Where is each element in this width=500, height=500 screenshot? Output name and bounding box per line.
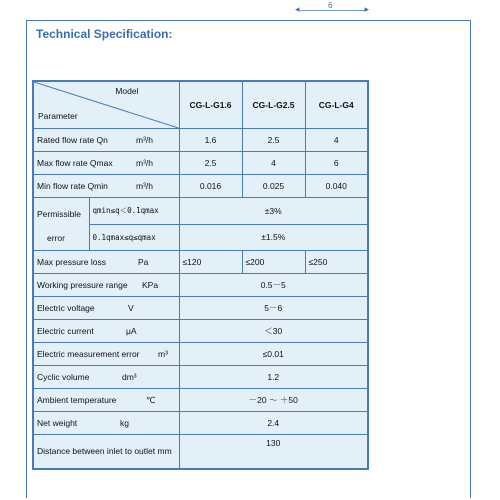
table-row xyxy=(33,343,368,366)
label-text: Ambient temperature xyxy=(37,395,117,405)
value-cell: ±3% xyxy=(179,198,368,225)
value-cell: 5－6 xyxy=(179,297,368,320)
flow-range-cell: 0.1qmax≤q≤qmax xyxy=(89,224,179,251)
value-cell: ≤120 xyxy=(179,251,242,274)
value-cell: 1.2 xyxy=(179,366,368,389)
row-label xyxy=(33,320,179,343)
table-row xyxy=(33,251,368,274)
value-cell: 0.016 xyxy=(179,175,242,198)
unit-text: m³/h xyxy=(136,181,153,191)
row-label xyxy=(33,152,179,175)
table-row xyxy=(33,412,368,435)
row-label: Distance between inlet to outlet mm xyxy=(33,435,179,470)
value-cell: 1.6 xyxy=(179,129,242,152)
label-text: Permissible xyxy=(37,209,81,219)
row-label xyxy=(33,389,179,412)
row-label xyxy=(33,297,179,320)
table-row xyxy=(33,389,368,412)
row-label xyxy=(33,366,179,389)
table-row xyxy=(33,320,368,343)
label-text: Cyclic volume xyxy=(37,372,90,382)
flow-range-cell: qmin≤q＜0.1qmax xyxy=(89,198,179,225)
label-text: Rated flow rate Qn xyxy=(37,135,108,145)
value-cell: ≤250 xyxy=(305,251,368,274)
row-label xyxy=(33,274,179,297)
unit-text: KPa xyxy=(142,280,159,290)
section-title: Technical Specification: xyxy=(36,27,173,41)
value-cell: ≤0.01 xyxy=(179,343,368,366)
model-header-3: CG-L-G4 xyxy=(305,81,368,129)
value-cell: 2.5 xyxy=(179,152,242,175)
table-row xyxy=(33,152,368,175)
label-text: Net weight xyxy=(37,418,78,428)
label-text: Electric measurement error xyxy=(37,349,140,359)
table-row xyxy=(33,274,368,297)
unit-text: m³/h xyxy=(136,135,153,145)
tab-stop-ruler[interactable] xyxy=(295,3,369,19)
permissible-error-label xyxy=(33,198,89,251)
ruler-line xyxy=(298,10,366,11)
spec-table xyxy=(32,80,369,470)
unit-text: m³ xyxy=(158,349,168,359)
label-text: Min flow rate Qmin xyxy=(37,181,108,191)
value-cell: 2.5 xyxy=(242,129,305,152)
ruler-marker: 6 xyxy=(328,1,333,10)
value-cell: 0.040 xyxy=(305,175,368,198)
table-row xyxy=(33,435,368,470)
label-text: Max pressure loss xyxy=(37,257,106,267)
unit-text: μA xyxy=(126,326,137,336)
value-cell: 0.5－5 xyxy=(179,274,368,297)
value-cell: 2.4 xyxy=(179,412,368,435)
label-text: Electric voltage xyxy=(37,303,95,313)
label-text: Electric current xyxy=(37,326,94,336)
value-cell: 0.025 xyxy=(242,175,305,198)
parameter-header-label: Parameter xyxy=(38,111,78,121)
table-row xyxy=(33,366,368,389)
table-row xyxy=(33,198,368,225)
value-cell: －20 ～ ＋50 xyxy=(179,389,368,412)
unit-text: m³/h xyxy=(136,158,153,168)
value-cell: ＜30 xyxy=(179,320,368,343)
label-text: Working pressure range xyxy=(37,280,128,290)
label-text: error xyxy=(47,233,65,243)
unit-text: dm³ xyxy=(122,372,137,382)
header-corner-cell xyxy=(33,81,179,129)
unit-text: Pa xyxy=(138,257,149,267)
value-cell: ±1.5% xyxy=(179,224,368,251)
table-row xyxy=(33,129,368,152)
left-arrow-icon: ◂ xyxy=(295,4,300,14)
row-label xyxy=(33,343,179,366)
value-cell: 6 xyxy=(305,152,368,175)
row-label xyxy=(33,129,179,152)
model-header-2: CG-L-G2.5 xyxy=(242,81,305,129)
diagonal-divider xyxy=(34,82,179,128)
row-label xyxy=(33,175,179,198)
table-row xyxy=(33,297,368,320)
model-header-1: CG-L-G1.6 xyxy=(179,81,242,129)
row-label xyxy=(33,251,179,274)
right-arrow-icon: ▸ xyxy=(364,4,369,14)
model-header-label: Model xyxy=(115,86,139,96)
value-cell: ≤200 xyxy=(242,251,305,274)
unit-text: V xyxy=(128,303,134,313)
table-header-row xyxy=(33,81,368,129)
value-cell: 130 xyxy=(179,435,368,470)
table-row xyxy=(33,175,368,198)
value-cell: 4 xyxy=(242,152,305,175)
value-cell: 4 xyxy=(305,129,368,152)
label-text: Max flow rate Qmax xyxy=(37,158,113,168)
unit-text: kg xyxy=(120,418,129,428)
unit-text: ℃ xyxy=(146,395,156,405)
row-label xyxy=(33,412,179,435)
